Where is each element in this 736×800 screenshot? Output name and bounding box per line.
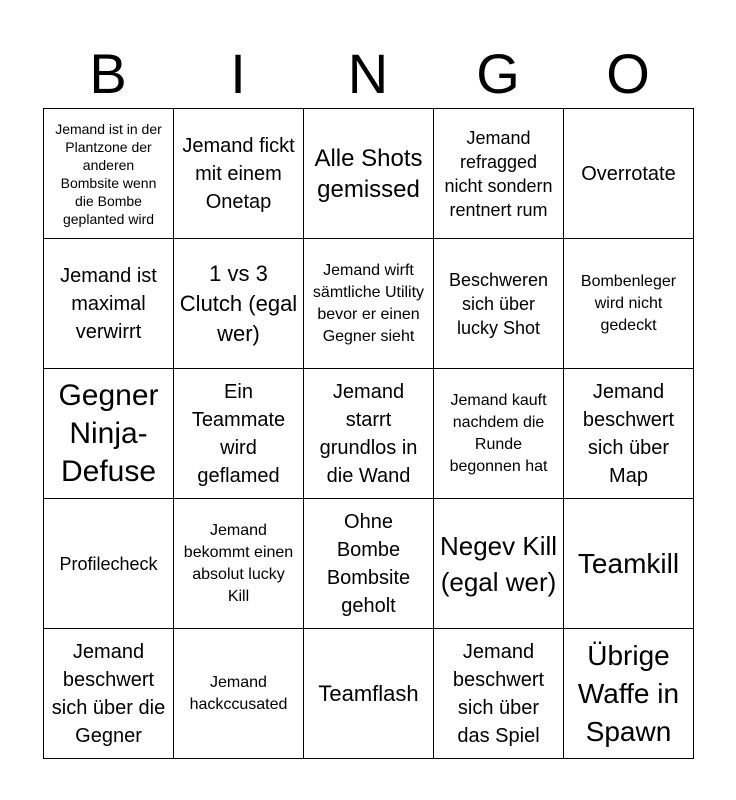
bingo-board [43,108,694,759]
board-row [44,109,694,239]
cell-text: Ohne Bombe Bombsite geholt [326,510,411,617]
board-row [44,629,694,759]
bingo-header [43,40,693,108]
header-letter-i: I [230,42,246,105]
header-letter-n: N [347,42,389,105]
cell-text: 1 vs 3 Clutch (egal wer) [179,260,298,346]
cell-text: Jemand wirft sämtliche Utility bevor er einen Gegner sieht [312,261,425,345]
bingo-cell[interactable] [564,109,694,239]
cell-text: Jemand ist in der Plantzone der anderen Bombsite wenn die Bombe geplanted wird [55,120,162,227]
bingo-cell[interactable] [434,629,564,759]
header-letter-g: G [476,42,520,105]
cell-text: Overrotate [581,162,676,185]
bingo-cell[interactable] [434,239,564,369]
bingo-cell[interactable] [564,499,694,629]
cell-text: Jemand fickt mit einem Onetap [182,134,295,213]
cell-text: Teamflash [318,680,419,706]
cell-text: Alle Shots gemissed [314,144,423,203]
cell-text: Jemand bekommt einen absolut lucky Kill [183,521,294,605]
bingo-cell[interactable] [304,369,434,499]
header-letter-o: O [606,42,650,105]
bingo-cell[interactable] [44,369,174,499]
bingo-cell[interactable] [434,109,564,239]
cell-text: Übrige Waffe in Spawn [577,639,680,747]
bingo-cell[interactable] [44,499,174,629]
bingo-cell[interactable] [44,239,174,369]
cell-text: Jemand beschwert sich über Map [582,380,675,487]
bingo-cell[interactable] [174,109,304,239]
header-letter-b: B [89,42,127,105]
cell-text: Beschweren sich über lucky Shot [448,269,549,338]
cell-text: Jemand starrt grundlos in die Wand [319,380,418,487]
cell-text: Jemand hackccusated [189,673,288,713]
board-row [44,239,694,369]
cell-text: Bombenleger wird nicht gedeckt [580,272,677,334]
bingo-cell[interactable] [564,629,694,759]
bingo-cell[interactable] [564,369,694,499]
bingo-cell[interactable] [304,499,434,629]
cell-text: Jemand beschwert sich über die Gegner [51,640,166,747]
cell-text: Jemand beschwert sich über das Spiel [452,640,545,747]
bingo-cell[interactable] [304,109,434,239]
bingo-cell[interactable] [174,239,304,369]
bingo-cell[interactable] [44,629,174,759]
bingo-cell[interactable] [174,629,304,759]
cell-text: Jemand refragged nicht sondern rentnert rum [444,127,553,220]
cell-text: Profilecheck [59,553,158,574]
bingo-cell[interactable] [174,499,304,629]
cell-text: Teamkill [577,547,680,579]
cell-text: Ein Teammate wird geflamed [191,380,286,487]
bingo-cell[interactable] [304,239,434,369]
board-row [44,499,694,629]
bingo-cell[interactable] [564,239,694,369]
bingo-cell[interactable] [44,109,174,239]
cell-text: Jemand kauft nachdem die Runde begonnen hat [449,391,548,475]
bingo-cell[interactable] [304,629,434,759]
cell-text: Jemand ist maximal verwirrt [60,264,157,343]
board-row [44,369,694,499]
bingo-cell[interactable] [174,369,304,499]
cell-text: Gegner Ninja-Defuse [58,378,159,488]
cell-text: Negev Kill (egal wer) [439,530,558,597]
bingo-cell[interactable] [434,499,564,629]
bingo-cell[interactable] [434,369,564,499]
